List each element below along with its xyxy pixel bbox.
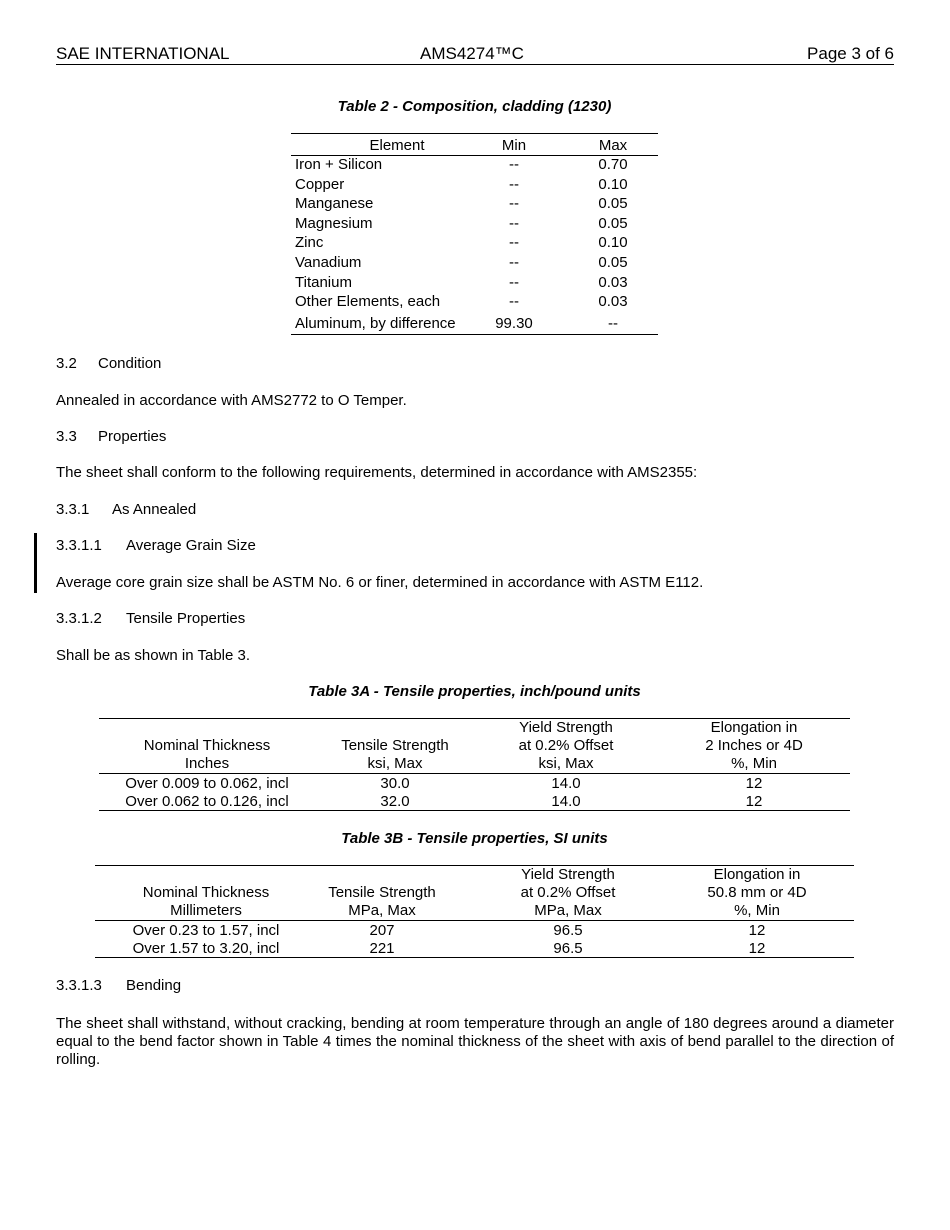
table-cell: 14.0 xyxy=(551,775,581,792)
table-row xyxy=(291,292,658,312)
table-cell: Over 1.57 to 3.20, incl xyxy=(132,940,280,957)
column-header-line: ksi, Max xyxy=(367,755,423,772)
composition-table xyxy=(291,134,658,334)
column-header-line: Tensile Strength xyxy=(328,884,436,901)
max-cell: 0.03 xyxy=(598,293,628,311)
column-header-line: Nominal Thickness xyxy=(143,737,271,754)
header-org: SAE INTERNATIONAL xyxy=(56,44,230,63)
table-cell: 12 xyxy=(748,940,766,957)
section-3-3-1-3-text: The sheet shall withstand, without cracking, bending at room temperature through an angle of 180 degrees around a diameter equal to the bend factor shown in Table 4 times the nominal thickness of the sheet with axis of bend parallel to the direction of rolling. xyxy=(56,1015,894,1068)
col-header-element: Element xyxy=(369,137,425,154)
max-cell: 0.10 xyxy=(598,175,628,193)
table-row xyxy=(291,273,658,293)
table2-caption: Table 2 - Composition, cladding (1230) xyxy=(337,98,612,115)
table-row xyxy=(291,233,658,253)
tensile-table-si xyxy=(95,865,854,958)
column-header-line: 50.8 mm or 4D xyxy=(707,884,807,901)
min-cell: -- xyxy=(509,156,519,173)
section-3-3-text: The sheet shall conform to the following requirements, determined in accordance with AMS2355: xyxy=(56,464,698,481)
column-header-line: MPa, Max xyxy=(348,902,416,919)
element-cell: Other Elements, each xyxy=(295,293,441,311)
table3b-caption: Table 3B - Tensile properties, SI units xyxy=(341,830,608,847)
section-title: Average Grain Size xyxy=(126,537,256,554)
section-title: Condition xyxy=(98,355,162,372)
col-header-min: Min xyxy=(501,137,527,154)
section-3-3-1-2-text: Shall be as shown in Table 3. xyxy=(56,647,251,664)
col-header-max: Max xyxy=(598,137,628,154)
column-header-line: Yield Strength xyxy=(521,866,615,883)
table-row xyxy=(291,312,658,334)
section-number: 3.3.1.2 xyxy=(56,610,102,627)
column-header-line: MPa, Max xyxy=(534,902,602,919)
column-header-line: at 0.2% Offset xyxy=(518,737,614,754)
section-3-3-1-1-text: Average core grain size shall be ASTM No. 6 or finer, determined in accordance with ASTM E112. xyxy=(56,574,704,591)
table-cell: 12 xyxy=(745,793,763,810)
table-cell: 14.0 xyxy=(551,793,581,810)
column-header-line: ksi, Max xyxy=(538,755,594,772)
min-cell: -- xyxy=(509,175,519,193)
section-title: Tensile Properties xyxy=(126,610,246,627)
max-cell: -- xyxy=(608,314,618,332)
table-cell: Over 0.062 to 0.126, incl xyxy=(125,793,289,810)
column-header-line: Nominal Thickness xyxy=(142,884,270,901)
table-cell: 30.0 xyxy=(380,775,410,792)
table-cell: Over 0.23 to 1.57, incl xyxy=(132,922,280,939)
element-cell: Vanadium xyxy=(295,253,362,271)
revision-change-bar xyxy=(34,533,37,593)
table2-body xyxy=(291,155,658,334)
element-cell: Copper xyxy=(295,175,345,193)
column-header-line: Inches xyxy=(184,755,230,772)
max-cell: 0.05 xyxy=(598,253,628,271)
min-cell: -- xyxy=(509,234,519,252)
header-doc-number: AMS4274™C xyxy=(420,44,524,63)
table-row xyxy=(291,175,658,195)
table-cell: 96.5 xyxy=(553,922,583,939)
table-cell: 12 xyxy=(745,775,763,792)
column-header-line: Yield Strength xyxy=(519,719,613,736)
element-cell: Magnesium xyxy=(295,214,373,232)
header-page-number: Page 3 of 6 xyxy=(807,44,894,63)
tensile-table-inch xyxy=(99,718,850,811)
element-cell: Zinc xyxy=(295,234,324,252)
section-number: 3.3.1.3 xyxy=(56,977,102,994)
table-cell: 207 xyxy=(369,922,395,939)
table3a-caption: Table 3A - Tensile properties, inch/pound units xyxy=(308,683,641,700)
max-cell: 0.05 xyxy=(598,214,628,232)
table-cell: 221 xyxy=(369,940,395,957)
column-header-line: Elongation in xyxy=(713,866,801,883)
table-row xyxy=(291,194,658,214)
element-cell: Titanium xyxy=(295,273,352,291)
table-header-row xyxy=(291,134,658,155)
section-3-3-1-1-heading xyxy=(56,537,256,554)
min-cell: -- xyxy=(509,273,519,291)
max-cell: 0.05 xyxy=(598,195,628,213)
section-3-3-1-heading xyxy=(56,501,196,518)
section-title: Properties xyxy=(98,428,167,445)
section-number: 3.3.1.1 xyxy=(56,537,102,554)
table-row xyxy=(291,155,658,175)
element-cell: Aluminum, by difference xyxy=(295,314,456,332)
element-cell: Manganese xyxy=(295,195,374,213)
column-header-line: Millimeters xyxy=(170,902,242,919)
section-number: 3.3.1 xyxy=(56,501,90,518)
section-title: Bending xyxy=(126,977,182,994)
table-cell: 96.5 xyxy=(553,940,583,957)
table-cell: 32.0 xyxy=(380,793,410,810)
table-cell: 12 xyxy=(748,922,766,939)
section-3-3-1-2-heading xyxy=(56,610,245,627)
min-cell: -- xyxy=(509,195,519,213)
max-cell: 0.70 xyxy=(598,156,628,173)
table-row xyxy=(291,214,658,234)
table-row xyxy=(291,253,658,273)
element-cell: Iron + Silicon xyxy=(295,156,383,173)
column-header-line: at 0.2% Offset xyxy=(520,884,616,901)
section-3-3-heading xyxy=(56,428,166,445)
section-number: 3.2 xyxy=(56,355,77,372)
column-header-line: %, Min xyxy=(734,902,780,919)
page-header xyxy=(56,44,894,65)
table2-bottom-rule xyxy=(291,334,658,335)
section-3-2-heading xyxy=(56,355,161,372)
min-cell: -- xyxy=(509,293,519,311)
table-cell: Over 0.009 to 0.062, incl xyxy=(125,775,289,792)
column-header-line: Elongation in xyxy=(710,719,798,736)
column-header-line: Tensile Strength xyxy=(341,737,449,754)
table-header-rule xyxy=(95,920,854,921)
section-3-2-text: Annealed in accordance with AMS2772 to O Temper. xyxy=(56,392,407,409)
table-header-rule xyxy=(99,773,850,774)
min-cell: -- xyxy=(509,253,519,271)
column-header-line: %, Min xyxy=(731,755,777,772)
max-cell: 0.10 xyxy=(598,234,628,252)
min-cell: 99.30 xyxy=(495,314,533,332)
section-3-3-1-3-heading xyxy=(56,977,181,994)
min-cell: -- xyxy=(509,214,519,232)
section-number: 3.3 xyxy=(56,428,77,445)
column-header-line: 2 Inches or 4D xyxy=(705,737,803,754)
section-title: As Annealed xyxy=(112,501,197,518)
max-cell: 0.03 xyxy=(598,273,628,291)
